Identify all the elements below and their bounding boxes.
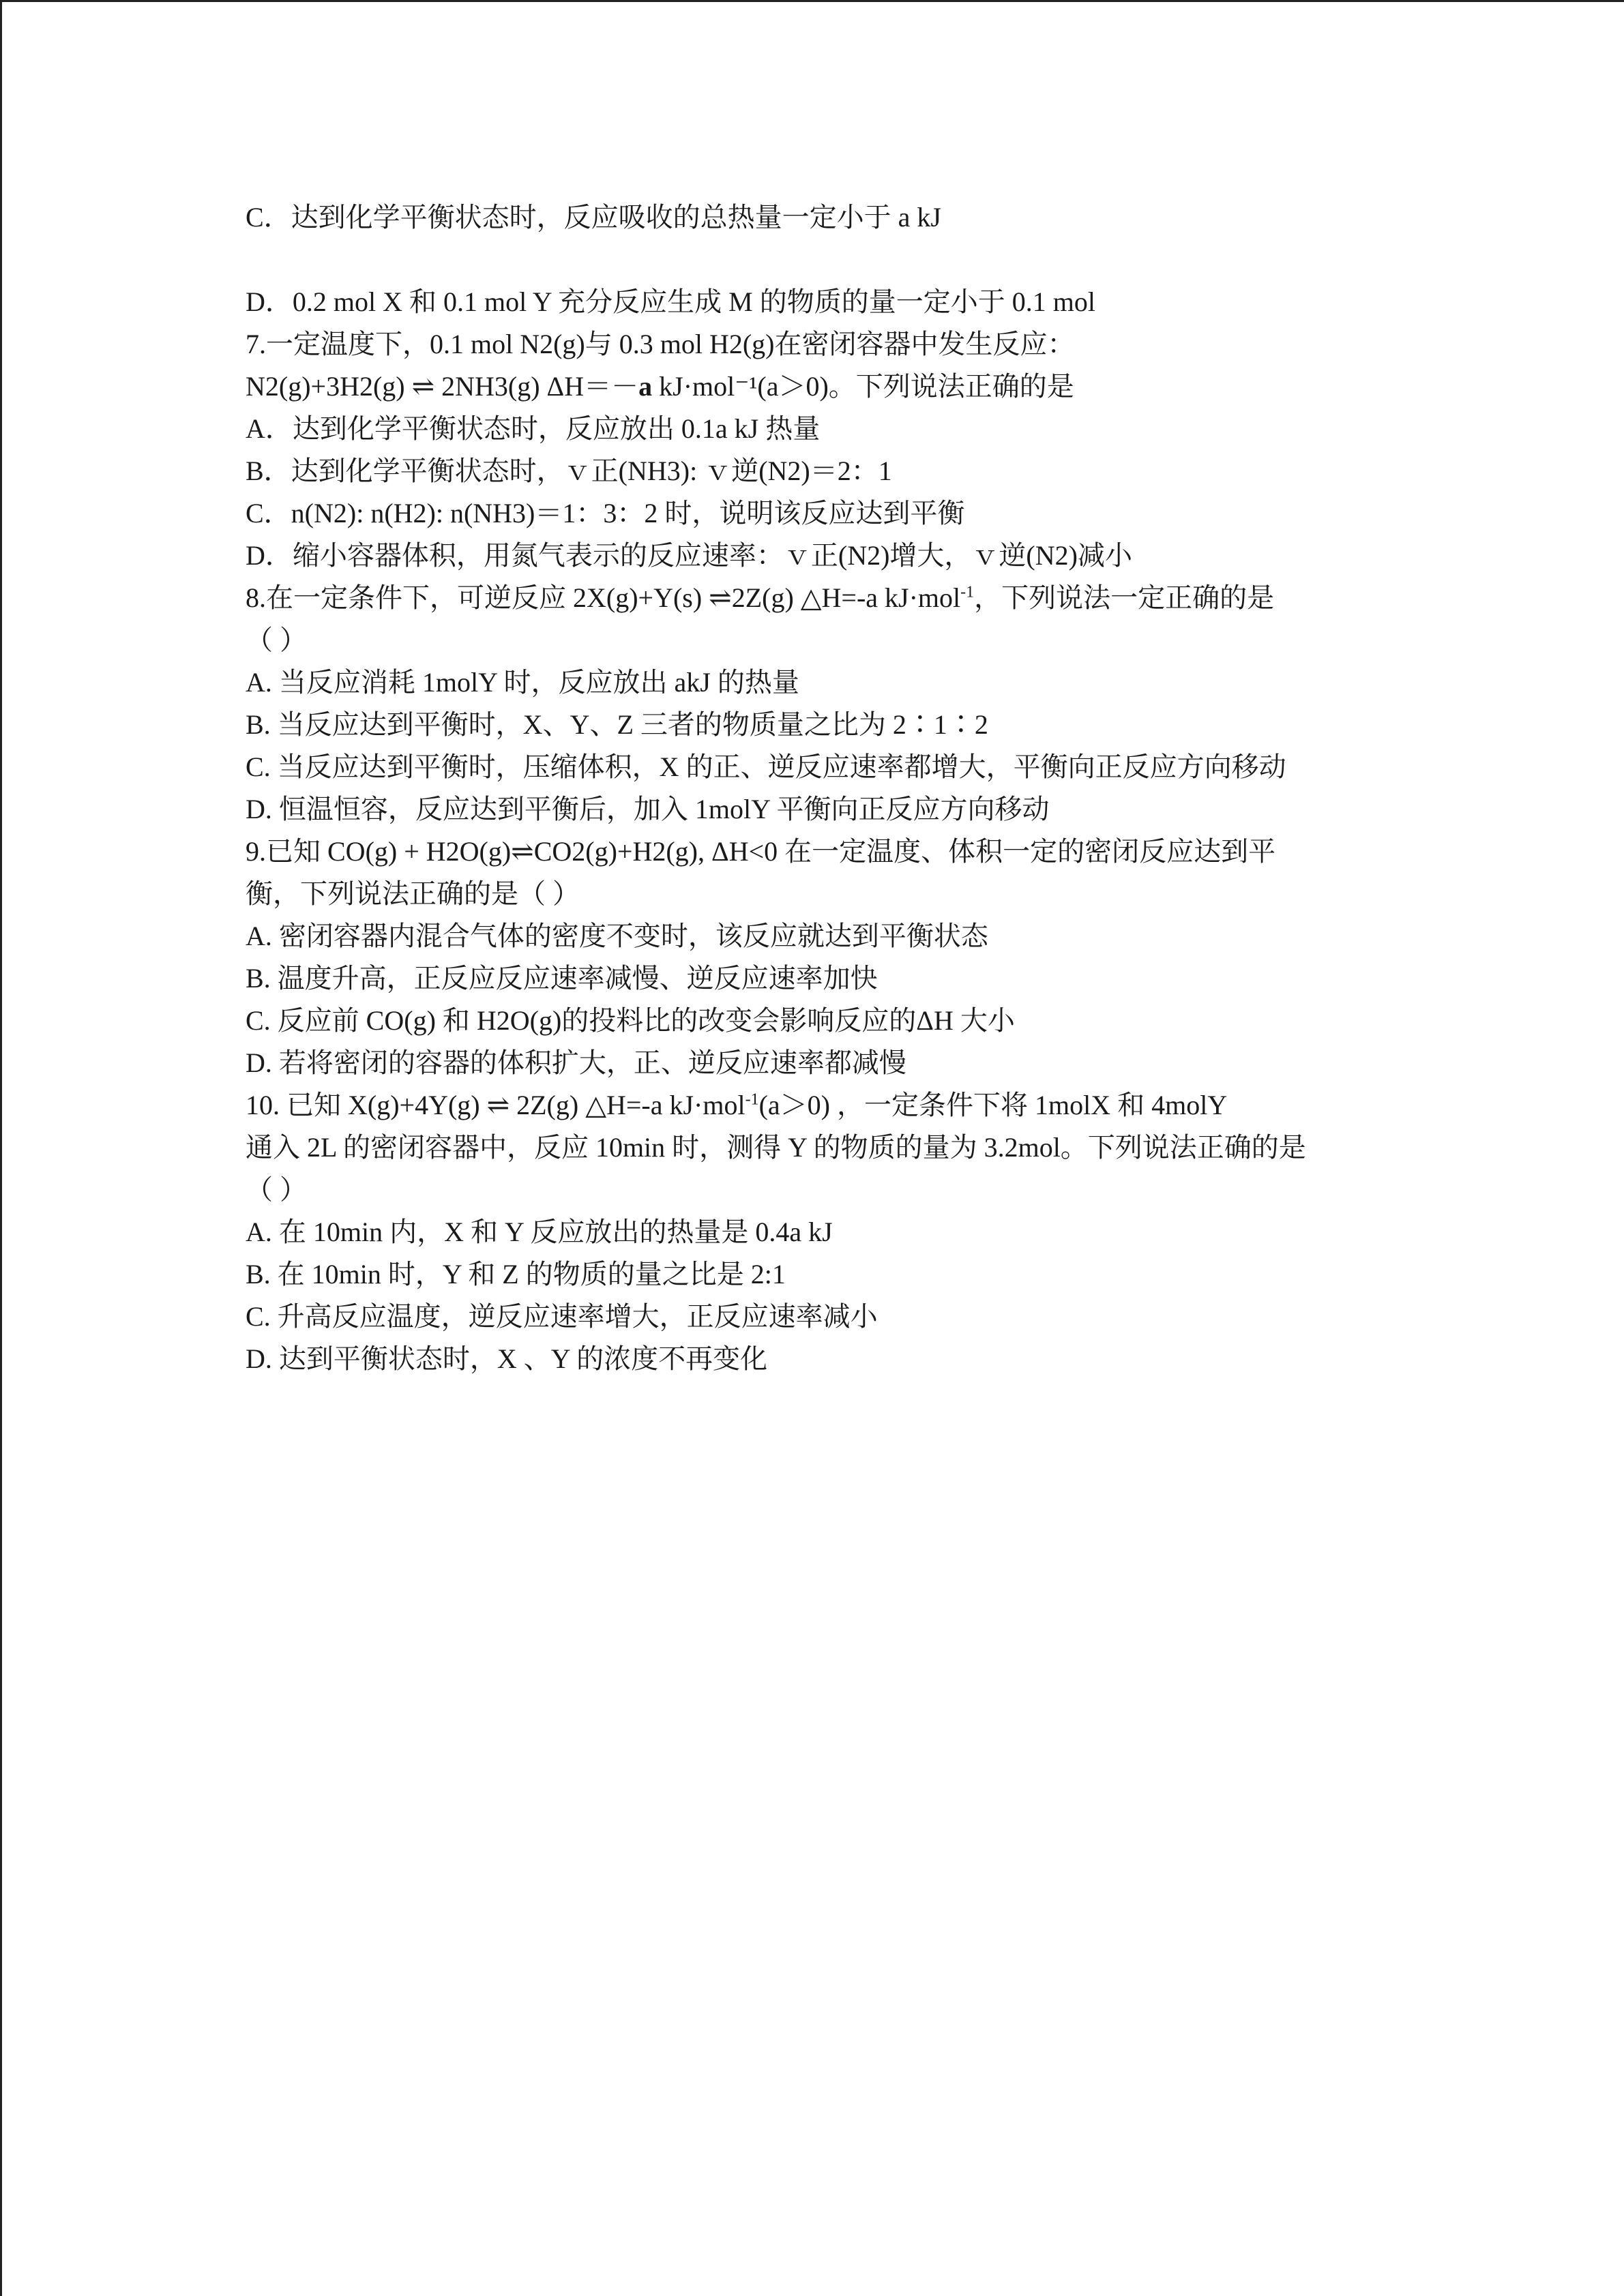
q10-option-a: A. 在 10min 内，X 和 Y 反应放出的热量是 0.4a kJ [246, 1217, 833, 1247]
q10-option-c: C. 升高反应温度，逆反应速率增大，正反应速率减小 [246, 1301, 878, 1332]
q8-option-a: A. 当反应消耗 1molY 时，反应放出 akJ 的热量 [246, 667, 799, 698]
q8-option-c: C. 当反应达到平衡时，压缩体积，X 的正、逆反应速率都增大，平衡向正反应方向移动 [246, 751, 1286, 782]
q6-option-d: D．0.2 mol X 和 0.1 mol Y 充分反应生成 M 的物质的量一定小于 0.1 mol [246, 286, 1095, 317]
blank-line [246, 239, 1378, 281]
q10-superscript: -1 [745, 1090, 759, 1109]
q10-stem-tail: (a＞0) ，一定条件下将 1molX 和 4molY [758, 1090, 1228, 1120]
q6-option-c: C．达到化学平衡状态时，反应吸收的总热量一定小于 a kJ [246, 202, 941, 233]
q7-stem-line-1: 7.一定温度下，0.1 mol N2(g)与 0.3 mol H2(g)在密闭容器中发生反应： [246, 329, 1075, 359]
q7-equation-part-1: N2(g)+3H2(g) ⇌ 2NH3(g) ΔH＝－ [246, 371, 639, 402]
exam-document [246, 196, 1378, 1380]
q10-stem-line-2: 通入 2L 的密闭容器中，反应 10min 时，测得 Y 的物质的量为 3.2mol。下列说法正确的是 [246, 1132, 1306, 1163]
q10-stem-line-1 [246, 1084, 1378, 1127]
q8-stem-tail: ，下列说法一定正确的是 [974, 582, 1275, 613]
q10-stem-line-3: （ ） [246, 1174, 307, 1205]
q8-equation: 8.在一定条件下，可逆反应 2X(g)+Y(s) ⇌2Z(g) △H=-a kJ·mol [246, 582, 961, 613]
q9-option-c: C. 反应前 CO(g) 和 H2O(g)的投料比的改变会影响反应的ΔH 大小 [246, 1005, 1015, 1036]
q7-option-d: D．缩小容器体积，用氮气表示的反应速率：ｖ正(N2)增大，ｖ逆(N2)减小 [246, 540, 1132, 571]
q7-equation-bold-a: a [638, 371, 653, 402]
q7-stem-line-2 [246, 366, 1378, 408]
q7-equation-part-2: kJ·mol⁻¹(a＞0)。下列说法正确的是 [652, 371, 1074, 402]
q9-option-d: D. 若将密闭的容器的体积扩大，正、逆反应速率都减慢 [246, 1047, 906, 1078]
q8-option-b: B. 当反应达到平衡时，X、Y、Z 三者的物质量之比为 2∶1∶2 [246, 709, 988, 740]
q8-option-d: D. 恒温恒容，反应达到平衡后，加入 1molY 平衡向正反应方向移动 [246, 794, 1050, 824]
q10-equation: 10. 已知 X(g)+4Y(g) ⇌ 2Z(g) △H=-a kJ·mol [246, 1090, 745, 1120]
q9-option-a: A. 密闭容器内混合气体的密度不变时，该反应就达到平衡状态 [246, 921, 988, 951]
q7-option-a: A．达到化学平衡状态时，反应放出 0.1a kJ 热量 [246, 413, 821, 444]
q8-stem-line-2: （ ） [246, 625, 307, 655]
q10-option-d: D. 达到平衡状态时，X 、Y 的浓度不再变化 [246, 1343, 768, 1374]
page-border-top [0, 0, 1624, 2]
q8-superscript: -1 [960, 583, 975, 601]
q9-stem-line-1: 9.已知 CO(g) + H2O(g)⇌CO2(g)+H2(g), ΔH<0 在一定温度、体积一定的密闭反应达到平 [246, 836, 1276, 867]
q10-option-b: B. 在 10min 时，Y 和 Z 的物质的量之比是 2:1 [246, 1259, 786, 1289]
q8-stem-line-1 [246, 577, 1378, 619]
q9-option-b: B. 温度升高，正反应反应速率减慢、逆反应速率加快 [246, 963, 878, 994]
q7-option-c: C．n(N2): n(H2): n(NH3)＝1：3：2 时，说明该反应达到平衡 [246, 498, 965, 528]
q9-stem-line-2: 衡，下列说法正确的是（ ） [246, 878, 580, 909]
q7-option-b: B．达到化学平衡状态时，ｖ正(NH3): ｖ逆(N2)＝2：1 [246, 456, 892, 486]
page-border-left [0, 0, 2, 2296]
